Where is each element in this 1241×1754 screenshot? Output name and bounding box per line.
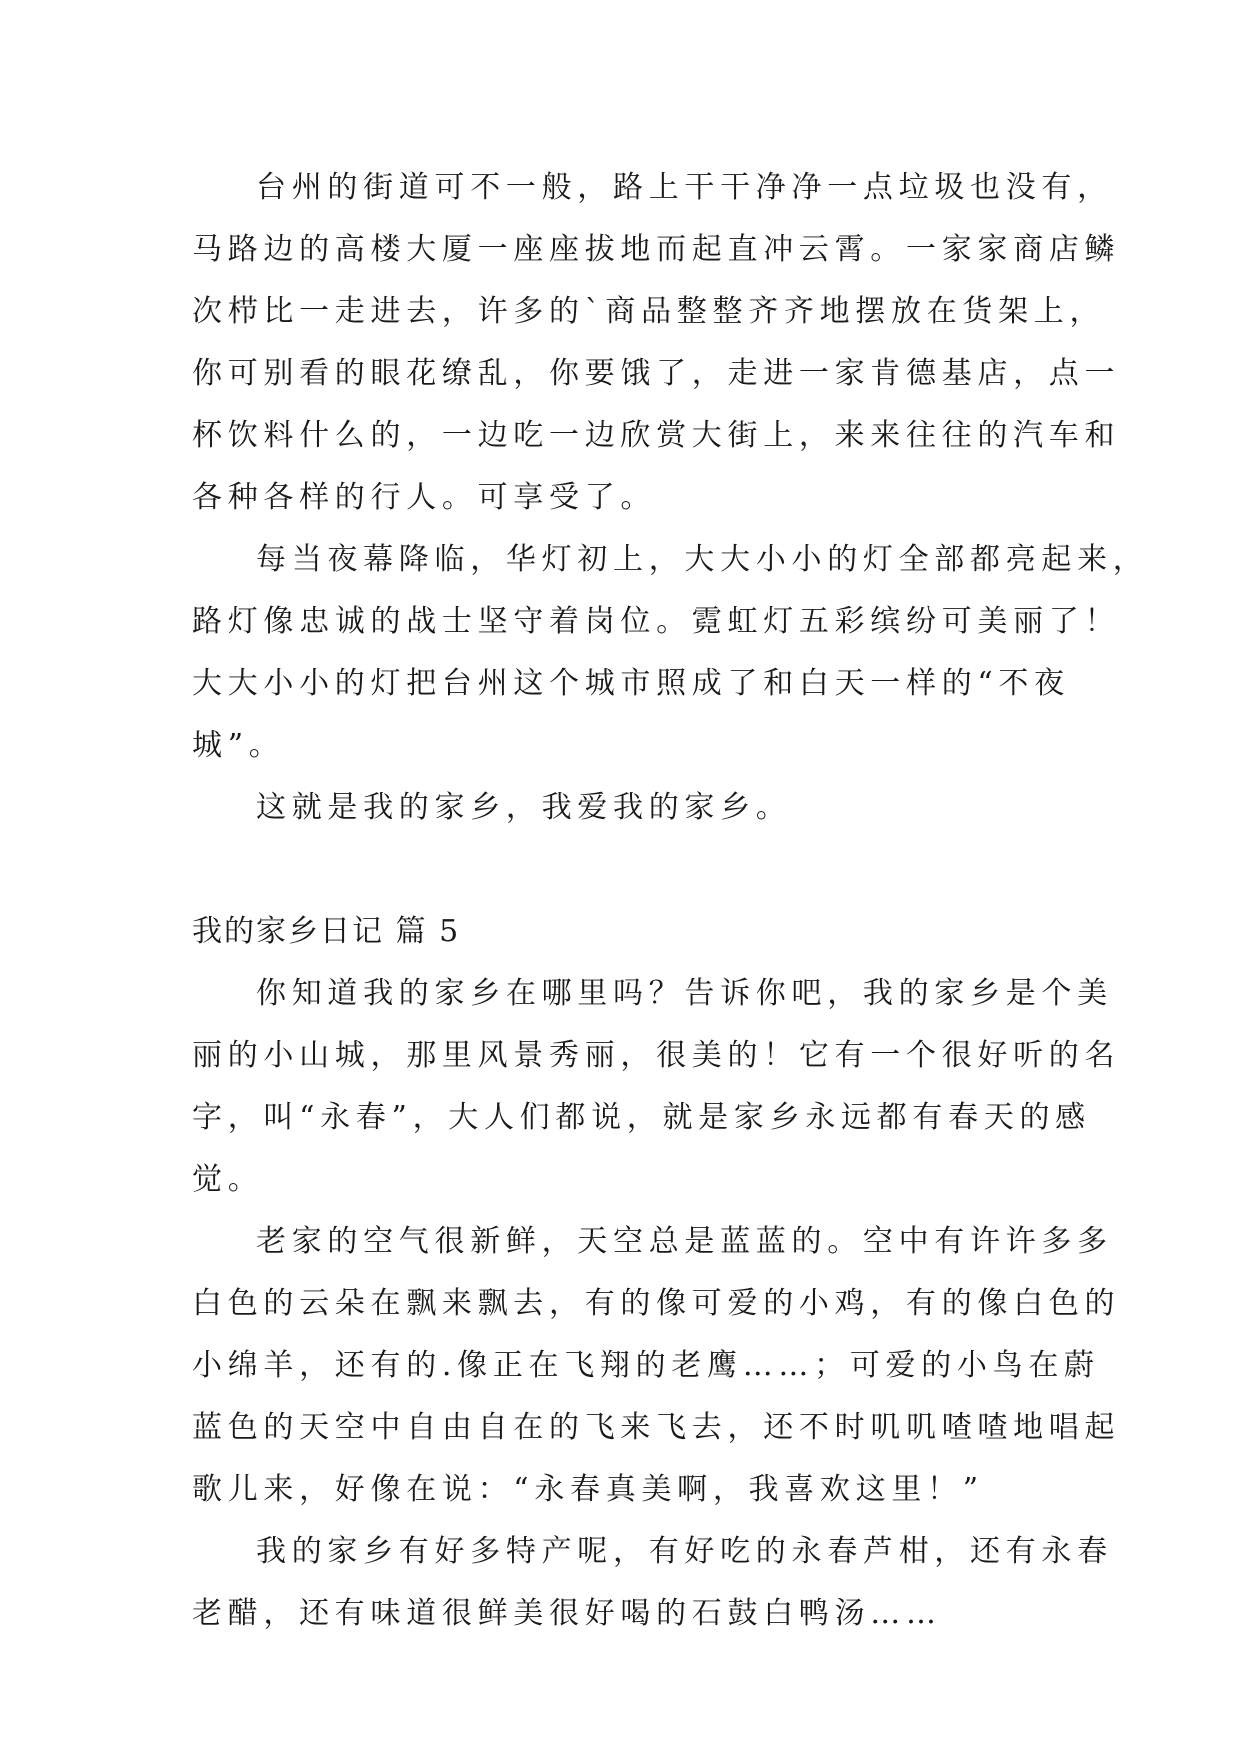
paragraph-6-line-2: 老醋，还有味道很鲜美很好喝的石鼓白鸭汤…… bbox=[192, 1596, 942, 1631]
paragraph-3-line-1: 这就是我的家乡，我爱我的家乡。 bbox=[256, 790, 792, 825]
paragraph-1-line-3: 次栉比一走进去，许多的`商品整整齐齐地摆放在货架上， bbox=[192, 294, 1106, 329]
paragraph-1-line-4: 你可别看的眼花缭乱，你要饿了，走进一家肯德基店，点一 bbox=[192, 356, 1121, 391]
paragraph-2-line-1: 每当夜幕降临，华灯初上，大大小小的灯全部都亮起来， bbox=[256, 542, 1149, 577]
paragraph-5-line-2: 白色的云朵在飘来飘去，有的像可爱的小鸡，有的像白色的 bbox=[192, 1286, 1121, 1321]
paragraph-1-line-6: 各种各样的行人。可享受了。 bbox=[192, 480, 657, 515]
paragraph-1-line-2: 马路边的高楼大厦一座座拔地而起直冲云霄。一家家商店鳞 bbox=[192, 232, 1121, 267]
paragraph-5-line-3: 小绵羊，还有的.像正在飞翔的老鹰……；可爱的小鸟在蔚 bbox=[192, 1348, 1100, 1383]
paragraph-5-line-1: 老家的空气很新鲜，天空总是蓝蓝的。空中有许许多多 bbox=[256, 1224, 1113, 1259]
paragraph-4-line-2: 丽的小山城，那里风景秀丽，很美的！它有一个很好听的名 bbox=[192, 1038, 1121, 1073]
paragraph-4-line-1: 你知道我的家乡在哪里吗？告诉你吧，我的家乡是个美 bbox=[256, 976, 1113, 1011]
paragraph-4-line-3: 字，叫“永春”，大人们都说，就是家乡永远都有春天的感 bbox=[192, 1100, 1091, 1135]
paragraph-5-line-5: 歌儿来，好像在说：“永春真美啊，我喜欢这里！” bbox=[192, 1472, 984, 1507]
paragraph-1-line-5: 杯饮料什么的，一边吃一边欣赏大街上，来来往往的汽车和 bbox=[192, 418, 1121, 453]
paragraph-4-line-4: 觉。 bbox=[192, 1162, 264, 1197]
paragraph-2-line-4: 城”。 bbox=[192, 728, 285, 763]
paragraph-2-line-3: 大大小小的灯把台州这个城市照成了和白天一样的“不夜 bbox=[192, 666, 1070, 701]
paragraph-6-line-1: 我的家乡有好多特产呢，有好吃的永春芦柑，还有永春 bbox=[256, 1534, 1113, 1569]
paragraph-5-line-4: 蓝色的天空中自由自在的飞来飞去，还不时叽叽喳喳地唱起 bbox=[192, 1410, 1121, 1445]
section-heading: 我的家乡日记 篇 5 bbox=[192, 914, 461, 949]
paragraph-2-line-2: 路灯像忠诚的战士坚守着岗位。霓虹灯五彩缤纷可美丽了！ bbox=[192, 604, 1121, 639]
paragraph-1-line-1: 台州的街道可不一般，路上干干净净一点垃圾也没有， bbox=[256, 170, 1113, 205]
